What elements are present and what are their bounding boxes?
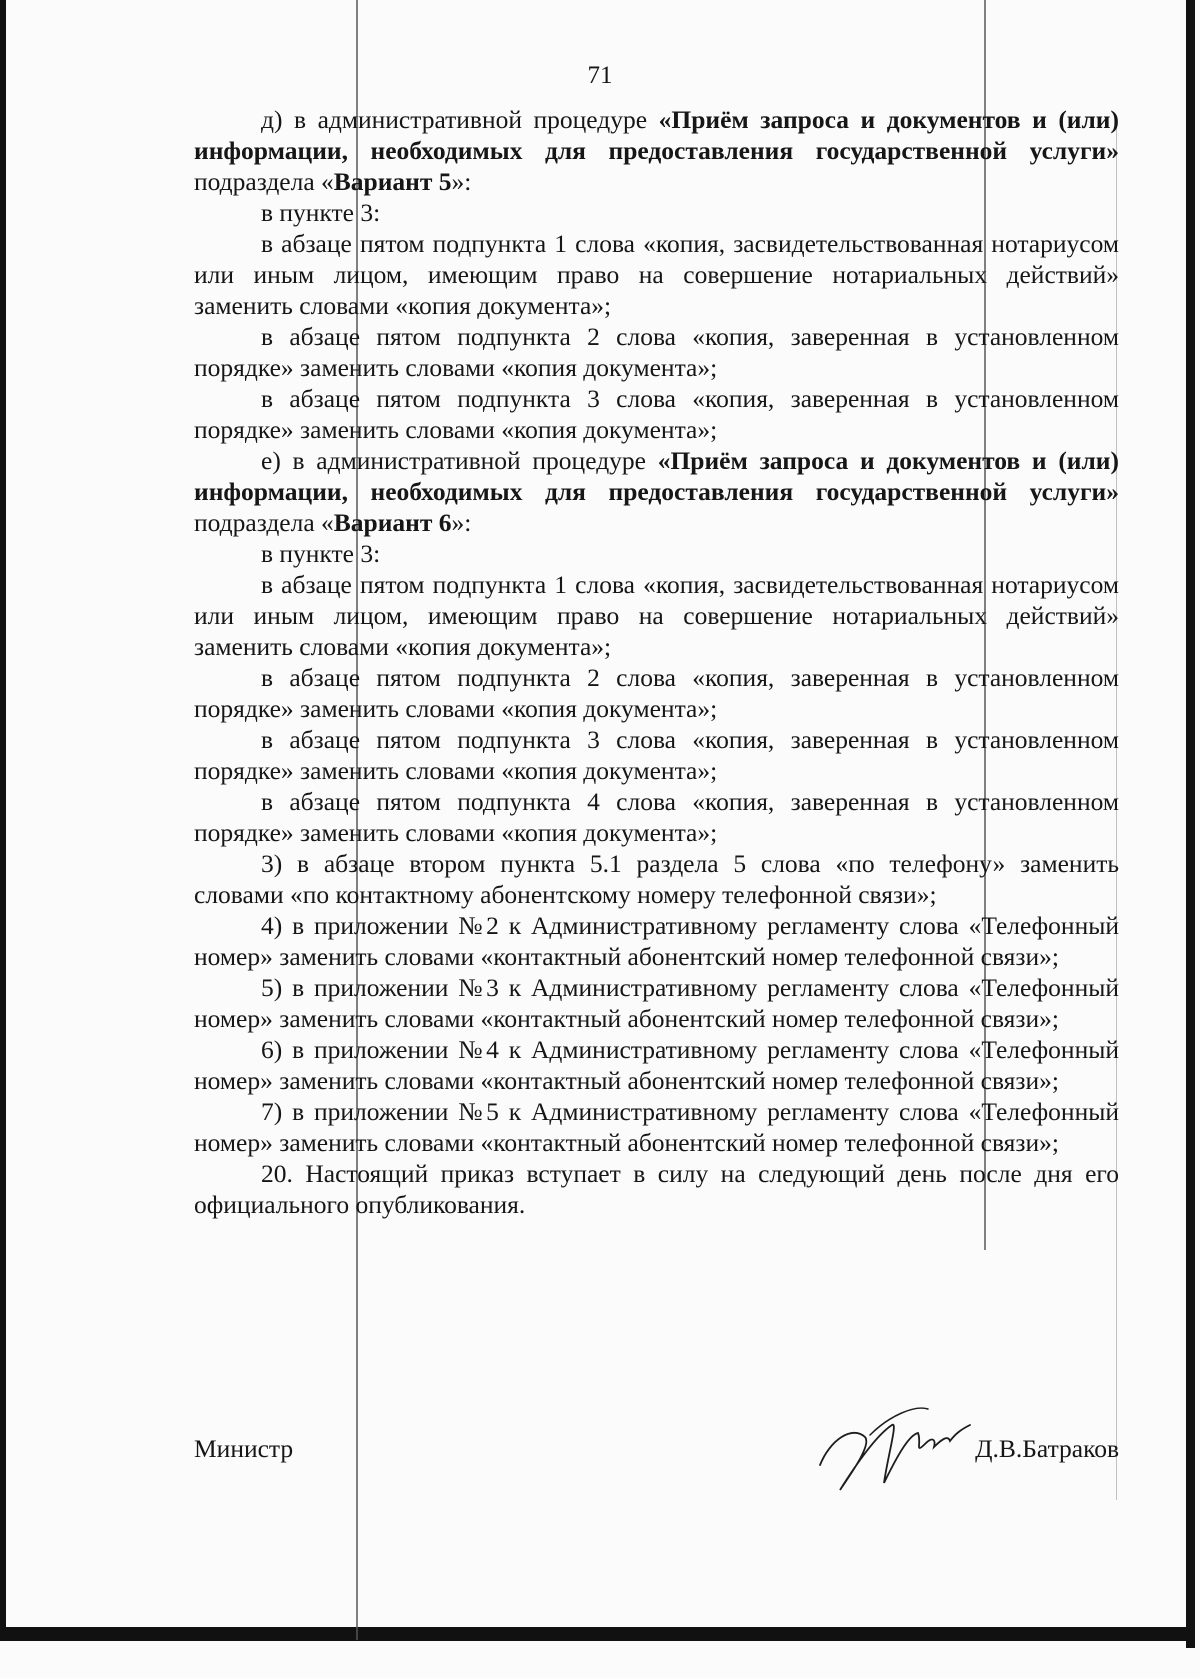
paragraph bbox=[194, 197, 1119, 228]
bold-text-segment: «Приём запроса и документов и (или) информации, необходимых для предоставления государственной услуги» bbox=[194, 446, 1119, 506]
text-segment: в пункте 3: bbox=[261, 539, 381, 568]
paragraph bbox=[194, 786, 1119, 848]
text-segment: »: bbox=[451, 167, 472, 196]
paragraph bbox=[194, 321, 1119, 383]
handwritten-signature bbox=[810, 1395, 980, 1505]
text-segment: подраздела « bbox=[194, 508, 334, 537]
text-segment: е) в административной процедуре bbox=[261, 446, 658, 475]
text-segment: в абзаце пятом подпункта 3 слова «копия, заверенная в установленном порядке» заменить словами «копия документа»; bbox=[194, 725, 1119, 785]
paragraph bbox=[194, 972, 1119, 1034]
scan-edge-right bbox=[1186, 0, 1195, 1648]
signatory-name: Д.В.Батраков bbox=[975, 1434, 1119, 1463]
text-segment: 5) в приложении №3 к Административному регламенту слова «Телефонный номер» заменить словами «контактный абонентский номер телефонной связи»; bbox=[194, 973, 1119, 1033]
paragraph bbox=[194, 104, 1119, 197]
text-segment: »: bbox=[451, 508, 472, 537]
document-body bbox=[194, 104, 1119, 1220]
text-segment: в абзаце пятом подпункта 2 слова «копия, заверенная в установленном порядке» заменить словами «копия документа»; bbox=[194, 663, 1119, 723]
text-segment: в абзаце пятом подпункта 1 слова «копия, засвидетельствованная нотариусом или иным лицом, имеющим право на совершение нотариальных действий» заменить словами «копия документа»; bbox=[194, 229, 1119, 320]
scan-edge-bottom bbox=[0, 1627, 1195, 1641]
text-segment: 6) в приложении №4 к Административному регламенту слова «Телефонный номер» заменить словами «контактный абонентский номер телефонной связи»; bbox=[194, 1035, 1119, 1095]
page-number: 71 bbox=[587, 62, 613, 89]
paragraph bbox=[194, 445, 1119, 538]
paragraph bbox=[194, 724, 1119, 786]
paragraph bbox=[194, 662, 1119, 724]
bold-text-segment: Вариант 5 bbox=[333, 167, 452, 196]
paragraph bbox=[194, 848, 1119, 910]
paragraph bbox=[194, 228, 1119, 321]
paragraph bbox=[194, 1096, 1119, 1158]
paragraph bbox=[194, 383, 1119, 445]
text-segment: 3) в абзаце втором пункта 5.1 раздела 5 слова «по телефону» заменить словами «по контактному абонентскому номеру телефонной связи»; bbox=[194, 849, 1119, 909]
bold-text-segment: Вариант 6 bbox=[333, 508, 452, 537]
paragraph bbox=[194, 569, 1119, 662]
text-segment: 20. Настоящий приказ вступает в силу на следующий день после дня его официального опубликования. bbox=[194, 1159, 1119, 1219]
text-segment: в абзаце пятом подпункта 4 слова «копия, заверенная в установленном порядке» заменить словами «копия документа»; bbox=[194, 787, 1119, 847]
text-segment: в абзаце пятом подпункта 3 слова «копия, заверенная в установленном порядке» заменить словами «копия документа»; bbox=[194, 384, 1119, 444]
signatory-title: Министр bbox=[194, 1434, 294, 1463]
paragraph bbox=[194, 1158, 1119, 1220]
bold-text-segment: «Приём запроса и документов и (или) информации, необходимых для предоставления государственной услуги» bbox=[194, 105, 1119, 165]
text-segment: в абзаце пятом подпункта 1 слова «копия, засвидетельствованная нотариусом или иным лицом, имеющим право на совершение нотариальных действий» заменить словами «копия документа»; bbox=[194, 570, 1119, 661]
paragraph bbox=[194, 1034, 1119, 1096]
scan-edge-left bbox=[0, 0, 6, 1640]
text-segment: 4) в приложении №2 к Административному регламенту слова «Телефонный номер» заменить словами «контактный абонентский номер телефонной связи»; bbox=[194, 911, 1119, 971]
text-segment: в пункте 3: bbox=[261, 198, 381, 227]
paragraph bbox=[194, 910, 1119, 972]
text-segment: в абзаце пятом подпункта 2 слова «копия, заверенная в установленном порядке» заменить словами «копия документа»; bbox=[194, 322, 1119, 382]
text-segment: д) в административной процедуре bbox=[261, 105, 659, 134]
paragraph bbox=[194, 538, 1119, 569]
text-segment: подраздела « bbox=[194, 167, 334, 196]
text-segment: 7) в приложении №5 к Административному регламенту слова «Телефонный номер» заменить словами «контактный абонентский номер телефонной связи»; bbox=[194, 1097, 1119, 1157]
